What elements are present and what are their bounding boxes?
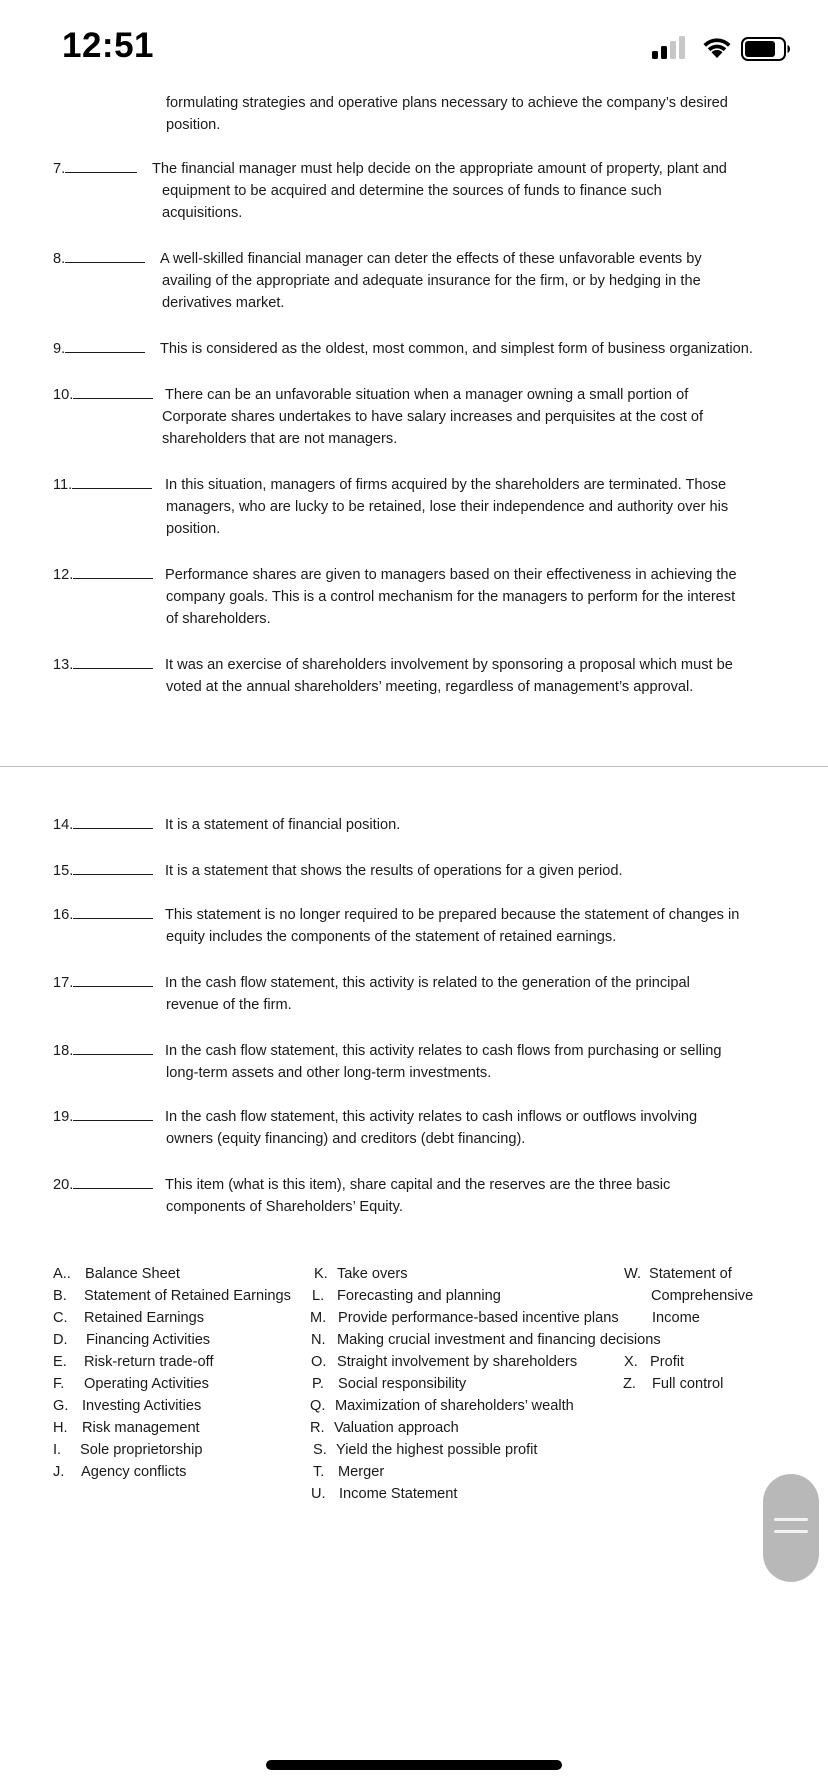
answer-blank[interactable] bbox=[73, 814, 153, 829]
scroll-handle[interactable] bbox=[763, 1474, 819, 1582]
question-text-line: In this situation, managers of firms acquired by the shareholders are terminated. Those bbox=[165, 477, 727, 493]
question-text-line: Performance shares are given to managers based on their effectiveness in achieving the bbox=[165, 567, 737, 583]
option-letter: F. bbox=[53, 1376, 65, 1392]
question-number bbox=[53, 972, 153, 994]
question-text-line: shareholders that are not managers. bbox=[162, 431, 398, 447]
option-letter: L. bbox=[312, 1288, 325, 1304]
question-text-line: voted at the annual shareholders’ meeting, regardless of management’s approval. bbox=[166, 679, 694, 695]
answer-blank[interactable] bbox=[73, 904, 153, 919]
option-text: Operating Activities bbox=[84, 1376, 209, 1392]
question-number-label: 7. bbox=[53, 161, 66, 177]
question-number-label: 18. bbox=[53, 1043, 74, 1059]
option-letter: P. bbox=[312, 1376, 324, 1392]
status-time: 12:51 bbox=[62, 26, 155, 65]
battery-icon bbox=[741, 36, 791, 62]
cellular-signal-icon bbox=[651, 36, 691, 60]
question-text-line: The financial manager must help decide on the appropriate amount of property, plant and bbox=[152, 161, 727, 177]
question-number bbox=[53, 384, 153, 406]
option-text: Profit bbox=[650, 1354, 685, 1370]
question-number-label: 8. bbox=[53, 251, 66, 267]
answer-blank[interactable] bbox=[73, 1040, 153, 1055]
question-text-line: In the cash flow statement, this activity relates to cash inflows or outflows involving bbox=[165, 1109, 698, 1125]
option-letter: H. bbox=[53, 1420, 68, 1436]
option-letter: J. bbox=[53, 1464, 65, 1480]
option-text: Investing Activities bbox=[82, 1398, 202, 1414]
option-letter: I. bbox=[53, 1442, 62, 1458]
option-text: Social responsibility bbox=[338, 1376, 467, 1392]
option-text: Statement of bbox=[649, 1266, 732, 1282]
answer-blank[interactable] bbox=[73, 1174, 153, 1189]
question-text-line: It is a statement that shows the results of operations for a given period. bbox=[165, 863, 623, 879]
answer-blank[interactable] bbox=[73, 972, 153, 987]
option-letter: C. bbox=[53, 1310, 68, 1326]
question-number bbox=[53, 860, 153, 882]
option-text: Making crucial investment and financing decisions bbox=[337, 1332, 661, 1348]
question-text-line: In the cash flow statement, this activity is related to the generation of the principal bbox=[165, 975, 690, 991]
option-text: Straight involvement by shareholders bbox=[337, 1354, 578, 1370]
answer-blank[interactable] bbox=[65, 248, 145, 263]
option-letter: Z. bbox=[623, 1376, 636, 1392]
question-text-line: position. bbox=[166, 117, 221, 133]
option-text: Take overs bbox=[337, 1266, 408, 1282]
question-number-label: 10. bbox=[53, 387, 74, 403]
option-text: Risk management bbox=[82, 1420, 200, 1436]
question-text-line: A well-skilled financial manager can deter the effects of these unfavorable events by bbox=[160, 251, 702, 267]
question-text-line: Corporate shares undertakes to have salary increases and perquisites at the cost of bbox=[162, 409, 704, 425]
answer-blank[interactable] bbox=[73, 860, 153, 875]
question-number bbox=[53, 814, 153, 836]
question-text-line: availing of the appropriate and adequate insurance for the firm, or by hedging in the bbox=[162, 273, 701, 289]
wifi-icon bbox=[701, 36, 733, 60]
question-text-line: revenue of the firm. bbox=[166, 997, 292, 1013]
option-text: Balance Sheet bbox=[85, 1266, 180, 1282]
option-letter: O. bbox=[311, 1354, 327, 1370]
option-text: Full control bbox=[652, 1376, 724, 1392]
question-number-label: 11. bbox=[53, 477, 73, 493]
question-text-line: This statement is no longer required to be prepared because the statement of changes in bbox=[165, 907, 740, 923]
question-number-label: 13. bbox=[53, 657, 74, 673]
question-text-line: formulating strategies and operative plans necessary to achieve the company’s desired bbox=[166, 95, 728, 111]
option-letter: G. bbox=[53, 1398, 69, 1414]
option-letter: T. bbox=[313, 1464, 325, 1480]
option-text: Yield the highest possible profit bbox=[336, 1442, 538, 1458]
question-number-label: 9. bbox=[53, 341, 66, 357]
option-text: Forecasting and planning bbox=[337, 1288, 501, 1304]
question-number-label: 20. bbox=[53, 1177, 74, 1193]
option-text: Merger bbox=[338, 1464, 385, 1480]
question-text-line: managers, who are lucky to be retained, lose their independence and authority over his bbox=[166, 499, 729, 515]
option-text: Provide performance-based incentive plans bbox=[338, 1310, 619, 1326]
question-text-line: equipment to be acquired and determine the sources of funds to finance such bbox=[162, 183, 662, 199]
answer-blank[interactable] bbox=[65, 158, 137, 173]
option-letter: X. bbox=[624, 1354, 638, 1370]
option-letter: D. bbox=[53, 1332, 68, 1348]
question-text-line: This item (what is this item), share capital and the reserves are the three basic bbox=[165, 1177, 671, 1193]
option-text: Statement of Retained Earnings bbox=[84, 1288, 291, 1304]
question-text-line: owners (equity financing) and creditors (debt financing). bbox=[166, 1131, 526, 1147]
option-letter: Q. bbox=[310, 1398, 326, 1414]
option-text: Valuation approach bbox=[334, 1420, 459, 1436]
page-divider bbox=[0, 766, 828, 767]
answer-blank[interactable] bbox=[65, 338, 145, 353]
question-number bbox=[53, 474, 152, 496]
option-text: Income bbox=[652, 1310, 700, 1326]
question-text-line: company goals. This is a control mechanism for the managers to perform for the interest bbox=[166, 589, 736, 605]
question-text-line: position. bbox=[166, 521, 221, 537]
question-number-label: 19. bbox=[53, 1109, 74, 1125]
question-text-line: acquisitions. bbox=[162, 205, 243, 221]
option-text: Agency conflicts bbox=[81, 1464, 187, 1480]
question-number bbox=[53, 1106, 153, 1128]
option-letter: U. bbox=[311, 1486, 326, 1502]
option-text: Risk-return trade-off bbox=[84, 1354, 214, 1370]
question-text-line: This is considered as the oldest, most common, and simplest form of business organization. bbox=[160, 341, 753, 357]
option-text: Maximization of shareholders’ wealth bbox=[335, 1398, 574, 1414]
question-number bbox=[53, 338, 145, 360]
question-number bbox=[53, 564, 153, 586]
question-text-line: components of Shareholders’ Equity. bbox=[166, 1199, 403, 1215]
question-number bbox=[53, 1040, 153, 1062]
option-text: Comprehensive bbox=[651, 1288, 754, 1304]
option-letter: M. bbox=[310, 1310, 327, 1326]
option-letter: A.. bbox=[53, 1266, 71, 1282]
option-letter: K. bbox=[314, 1266, 328, 1282]
question-number bbox=[53, 158, 137, 180]
question-number-label: 15. bbox=[53, 863, 74, 879]
option-letter: N. bbox=[311, 1332, 326, 1348]
question-text-line: In the cash flow statement, this activity relates to cash flows from purchasing or selling bbox=[165, 1043, 722, 1059]
option-text: Retained Earnings bbox=[84, 1310, 205, 1326]
question-number bbox=[53, 248, 145, 270]
question-number-label: 17. bbox=[53, 975, 74, 991]
question-text-line: long-term assets and other long-term investments. bbox=[166, 1065, 492, 1081]
option-letter: S. bbox=[313, 1442, 327, 1458]
answer-blank[interactable] bbox=[72, 474, 152, 489]
option-text: Income Statement bbox=[339, 1486, 458, 1502]
question-number bbox=[53, 654, 153, 676]
option-letter: E. bbox=[53, 1354, 67, 1370]
option-text: Sole proprietorship bbox=[80, 1442, 203, 1458]
question-text-line: There can be an unfavorable situation when a manager owning a small portion of bbox=[165, 387, 689, 403]
option-letter: W. bbox=[624, 1266, 642, 1282]
question-text-line: It was an exercise of shareholders involvement by sponsoring a proposal which must be bbox=[165, 657, 733, 673]
question-number-label: 12. bbox=[53, 567, 74, 583]
answer-blank[interactable] bbox=[73, 564, 153, 579]
home-indicator[interactable] bbox=[266, 1760, 562, 1770]
option-letter: R. bbox=[310, 1420, 325, 1436]
question-text-line: derivatives market. bbox=[162, 295, 285, 311]
option-letter: B. bbox=[53, 1288, 67, 1304]
question-text-line: It is a statement of financial position. bbox=[165, 817, 401, 833]
answer-blank[interactable] bbox=[73, 1106, 153, 1121]
answer-blank[interactable] bbox=[73, 384, 153, 399]
option-text: Financing Activities bbox=[86, 1332, 211, 1348]
question-number-label: 14. bbox=[53, 817, 74, 833]
question-number bbox=[53, 1174, 153, 1196]
question-number-label: 16. bbox=[53, 907, 74, 923]
question-text-line: of shareholders. bbox=[166, 611, 271, 627]
question-text-line: equity includes the components of the statement of retained earnings. bbox=[166, 929, 617, 945]
answer-blank[interactable] bbox=[73, 654, 153, 669]
question-number bbox=[53, 904, 153, 926]
